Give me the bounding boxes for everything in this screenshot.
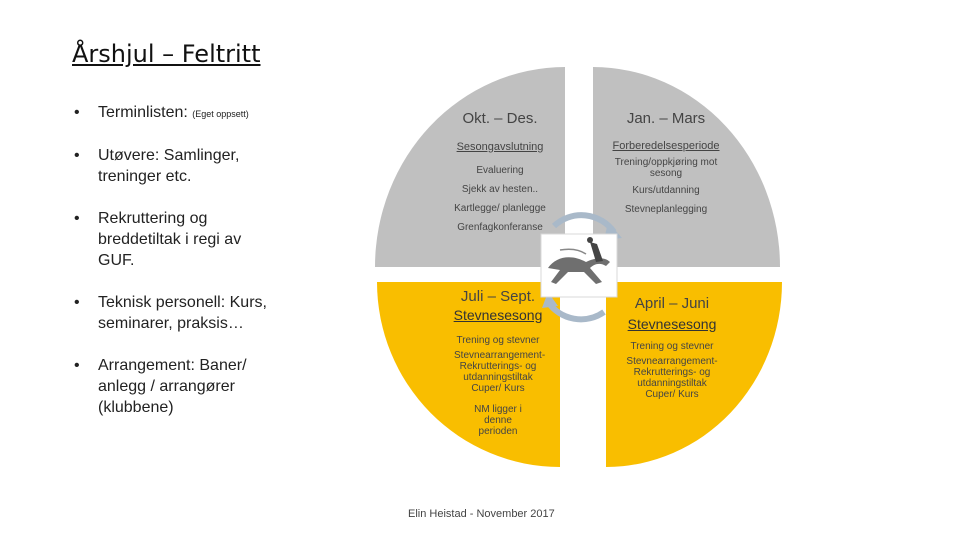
quadrant-heading: Juli – Sept.: [460, 288, 536, 305]
quadrant-jul-sep-text: [428, 288, 568, 437]
bullet-symbol: •: [74, 294, 80, 311]
quadrant-line: Kartlegge/ planlegge: [454, 203, 546, 214]
quadrant-subheading: Sesongavslutning: [456, 141, 544, 153]
quadrant-line: NM ligger i denne perioden: [474, 404, 522, 437]
quadrant-line: Kurs/utdanning: [632, 185, 700, 196]
bullet-text: Terminlisten:: [98, 104, 188, 121]
quadrant-line: Stevnearrangement- Rekrutterings- og utdanningstiltak Cuper/ Kurs: [454, 350, 546, 394]
bullet-symbol: •: [74, 357, 80, 374]
quadrant-heading: Jan. – Mars: [626, 110, 706, 127]
quadrant-subheading: Stevnesesong: [453, 307, 543, 323]
bullet-text: Rekruttering og breddetiltak i regi av GUF.: [98, 210, 242, 269]
bullet-symbol: •: [74, 147, 80, 164]
quadrant-line: Trening og stevner: [630, 341, 714, 352]
quadrant-jan-mar-text: [596, 110, 736, 219]
quadrant-line: Grenfagkonferanse: [457, 222, 543, 233]
quadrant-line: Evaluering: [476, 165, 524, 176]
footer-credit: Elin Heistad - November 2017: [408, 508, 555, 520]
slide-title: Årshjul – Feltritt: [72, 40, 261, 68]
quadrant-subheading: Stevnesesong: [627, 316, 717, 332]
quadrant-heading: April – Juni: [634, 295, 710, 312]
quadrant-line: Trening/oppkjøring mot sesong: [614, 157, 718, 179]
quadrant-line: Trening og stevner: [456, 335, 540, 346]
bullet-symbol: •: [74, 210, 80, 227]
quadrant-subheading: Forberedelsesperiode: [612, 140, 720, 152]
quadrant-oct-dec-text: [430, 110, 570, 237]
quadrant-apr-jun-text: [602, 295, 742, 400]
quadrant-line: Sjekk av hesten..: [461, 184, 539, 195]
bullet-note: (Eget oppsett): [192, 109, 249, 119]
quadrant-line: Stevnearrangement- Rekrutterings- og utdanningstiltak Cuper/ Kurs: [626, 356, 718, 400]
quadrant-heading: Okt. – Des.: [462, 110, 538, 127]
bullet-symbol: •: [74, 104, 80, 121]
bullet-text: Utøvere: Samlinger, treninger etc.: [98, 147, 240, 185]
bullet-text: Arrangement: Baner/ anlegg / arrangører (klubbene): [98, 357, 247, 416]
quadrant-line: Stevneplanlegging: [624, 204, 708, 215]
bullet-text: Teknisk personell: Kurs, seminarer, praksis…: [98, 294, 267, 332]
